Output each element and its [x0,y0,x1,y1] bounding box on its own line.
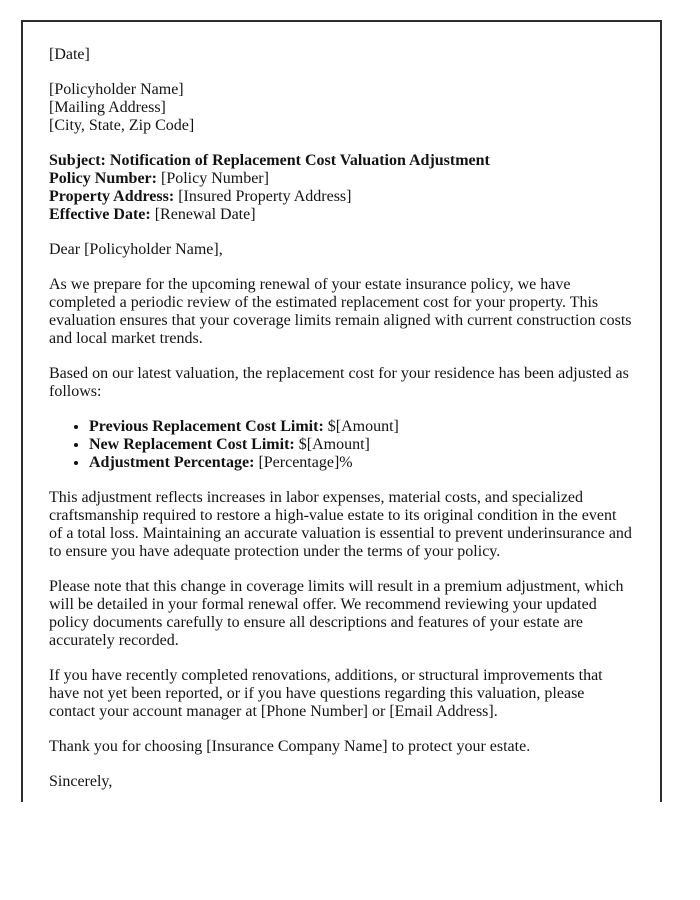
recipient-mailing-address: [Mailing Address] [49,99,166,116]
bullet-adjustment-percentage [89,454,632,472]
paragraph-adjustment-explanation: This adjustment reflects increases in labor expenses, material costs, and specialized craftsmanship required to restore a high-value estate to its original condition in the event of a total loss. Maintaining an accurate valuation is essential to prevent underinsurance and to ensure you have adequate protection under the terms of your policy. [49,489,632,560]
bullet-previous-limit-value: $[Amount] [327,418,399,435]
bullet-new-limit-value: $[Amount] [298,436,370,453]
closing: Sincerely, [49,773,113,790]
letter-page [21,20,662,802]
bullet-adjustment-percentage-label: Adjustment Percentage: [89,454,255,471]
paragraph-valuation-lead: Based on our latest valuation, the replacement cost for your residence has been adjusted as follows: [49,365,629,400]
bullet-previous-limit-label: Previous Replacement Cost Limit: [89,418,324,435]
recipient-block [49,81,632,135]
effective-date-label: Effective Date: [49,206,151,223]
subject-meta-block [49,152,632,224]
subject-line: Subject: Notification of Replacement Cost Valuation Adjustment [49,152,490,169]
policy-number-value: [Policy Number] [160,170,269,187]
valuation-bullet-list [49,418,632,472]
bullet-adjustment-percentage-value: [Percentage]% [258,454,353,471]
paragraph-premium-note: Please note that this change in coverage limits will result in a premium adjustment, which will be detailed in your formal renewal offer. We recommend reviewing your updated policy documents carefully to ensure all descriptions and features of your estate are accurately recorded. [49,578,624,649]
bullet-previous-limit [89,418,632,436]
salutation: Dear [Policyholder Name], [49,241,223,258]
bullet-new-limit [89,436,632,454]
paragraph-thanks: Thank you for choosing [Insurance Company Name] to protect your estate. [49,738,531,755]
policy-number-label: Policy Number: [49,170,157,187]
paragraph-intro: As we prepare for the upcoming renewal of your estate insurance policy, we have completed a periodic review of the estimated replacement cost for your property. This evaluation ensures that your coverage limits remain aligned with current construction costs and local market trends. [49,276,632,347]
property-address-label: Property Address: [49,188,175,205]
recipient-city-state-zip: [City, State, Zip Code] [49,117,195,134]
paragraph-contact: If you have recently completed renovations, additions, or structural improvements that have not yet been reported, or if you have questions regarding this valuation, please contact your account manager at [Phone Number] or [Email Address]. [49,667,603,720]
letter-date [49,46,632,64]
recipient-name: [Policyholder Name] [49,81,184,98]
date-placeholder: [Date] [49,46,90,63]
bullet-new-limit-label: New Replacement Cost Limit: [89,436,295,453]
effective-date-value: [Renewal Date] [154,206,256,223]
property-address-value: [Insured Property Address] [178,188,352,205]
